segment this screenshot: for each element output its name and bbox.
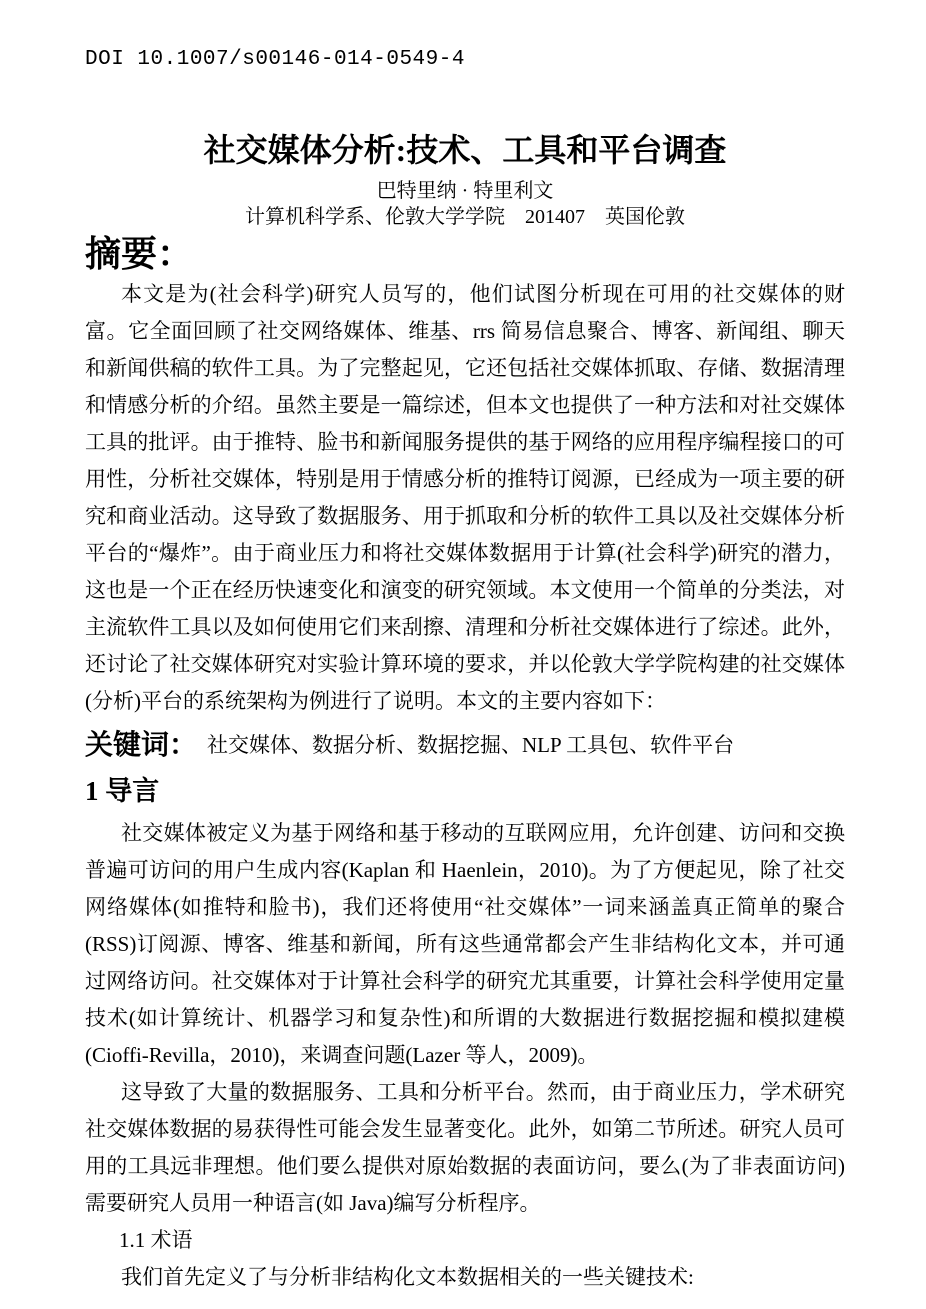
keywords-label: 关键词： (85, 730, 198, 761)
section-1-paragraph-1: 社交媒体被定义为基于网络和基于移动的互联网应用，允许创建、访问和交换普遍可访问的用户生成内容(Kaplan 和 Haenlein，2010)。为了方便起见，除了社交网络媒体(如推特和脸书)，我们还将使用“社交媒体”一词来涵盖真正简单的聚合(RSS)订阅源、博客、维基和新闻，所有这些通常都会产生非结构化文本，并可通过网络访问。社交媒体对于计算社会科学的研究尤其重要，计算社会科学使用定量技术(如计算统计、机器学习和复杂性)和所谓的大数据进行数据挖掘和模拟建模(Cioffi-Revilla，2010)，来调查问题(Lazer 等人，2009)。 (85, 821, 845, 1067)
abstract-paragraph: 本文是为(社会科学)研究人员写的，他们试图分析现在可用的社交媒体的财富。它全面回顾了社交网络媒体、维基、rrs 简易信息聚合、博客、新闻组、聊天和新闻供稿的软件工具。为了完整起见，它还包括社交媒体抓取、存储、数据清理和情感分析的介绍。虽然主要是一篇综述，但本文也提供了一种方法和对社交媒体工具的批评。由于推特、脸书和新闻服务提供的基于网络的应用程序编程接口的可用性，分析社交媒体，特别是用于情感分析的推特订阅源，已经成为一项主要的研究和商业活动。这导致了数据服务、用于抓取和分析的软件工具以及社交媒体分析平台的“爆炸”。由于商业压力和将社交媒体数据用于计算(社会科学)研究的潜力，这也是一个正在经历快速变化和演变的研究领域。本文使用一个简单的分类法，对主流软件工具以及如何使用它们来刮擦、清理和分析社交媒体进行了综述。此外，还讨论了社交媒体研究对实验计算环境的要求，并以伦敦大学学院构建的社交媒体(分析)平台的系统架构为例进行了说明。本文的主要内容如下： (85, 282, 845, 713)
author-name: 巴特里纳 · 特里利文 (376, 180, 554, 202)
keywords-text: 社交媒体、数据分析、数据挖掘、NLP 工具包、软件平台 (207, 733, 735, 757)
abstract-heading: 摘要： (85, 234, 194, 274)
doi-line: DOI 10.1007/s00146-014-0549-4 (85, 48, 465, 71)
author-affiliation: 计算机科学系、伦敦大学学院 201407 英国伦敦 (245, 206, 685, 228)
paper-title: 社交媒体分析:技术、工具和平台调查 (203, 132, 727, 168)
subsection-1-1-heading: 1.1 术语 (119, 1228, 193, 1252)
section-1-paragraph-2: 这导致了大量的数据服务、工具和分析平台。然而，由于商业压力，学术研究社交媒体数据的易获得性可能会发生显著变化。此外，如第二节所述。研究人员可用的工具远非理想。他们要么提供对原始数据的表面访问，要么(为了非表面访问)需要研究人员用一种语言(如 Java)编写分析程序。 (85, 1080, 845, 1215)
keywords-line (85, 728, 845, 763)
section-1-paragraph-3: 我们首先定义了与分析非结构化文本数据相关的一些关键技术: (121, 1265, 694, 1289)
section-1-heading: 1 导言 (85, 776, 160, 806)
